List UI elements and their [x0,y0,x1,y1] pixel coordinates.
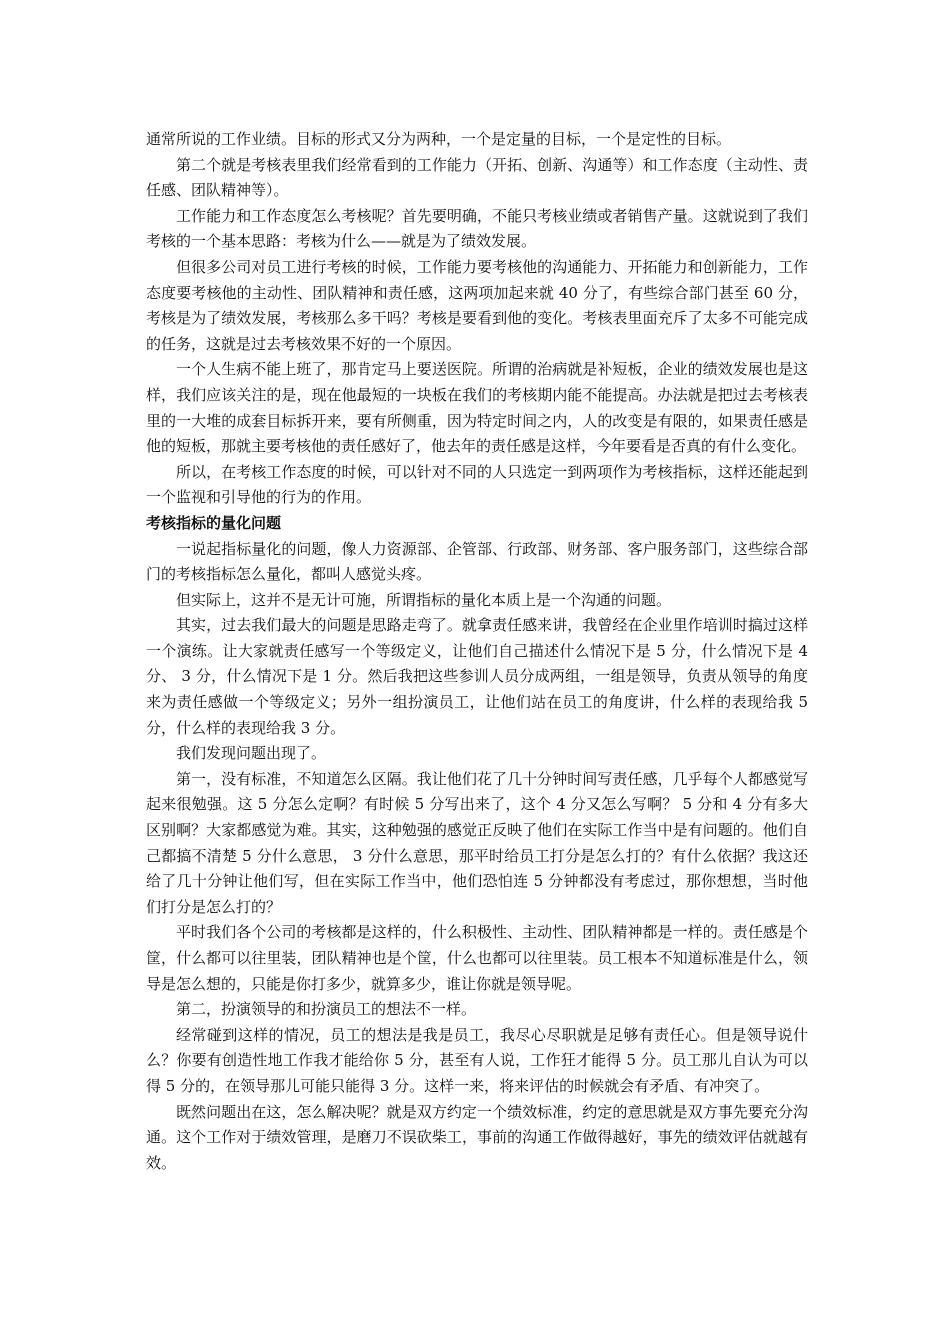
paragraph: 工作能力和工作态度怎么考核呢？首先要明确，不能只考核业绩或者销售产量。这就说到了我们考核的一个基本思路：考核为什么——就是为了绩效发展。 [146,206,808,251]
paragraph: 其实，过去我们最大的问题是思路走弯了。就拿责任感来讲，我曾经在企业里作培训时搞过这样一个演练。让大家就责任感写一个等级定义，让他们自己描述什么情况下是 5 分，什么情况下是 4 分、 3 分，什么情况下是 1 分。然后我把这些参训人员分成两组，一组是领导，负责从领导的角度来为责任感做一个等级定义；另外一组扮演员工，让他们站在员工的角度讲，什么样的表现给我 5 分，什么样的表现给我 3 分。 [146,616,808,737]
paragraph: 但实际上，这并不是无计可施，所谓指标的量化本质上是一个沟通的问题。 [176,590,672,609]
paragraph: 第二个就是考核表里我们经常看到的工作能力（开拓、创新、沟通等）和工作态度（主动性、责任感、团队精神等）。 [146,155,808,200]
paragraph: 但很多公司对员工进行考核的时候，工作能力要考核他的沟通能力、开拓能力和创新能力，工作态度要考核他的主动性、团队精神和责任感，这两项加起来就 40 分了，有些综合部门甚至 60 分，考核是为了绩效发展，考核那么多干吗？考核是要看到他的变化。考核表里面充斥了太多不可能完成的任务，这就是过去考核效果不好的一个原因。 [146,257,808,353]
paragraph: 第二，扮演领导的和扮演员工的想法不一样。 [176,1000,477,1019]
section-heading: 考核指标的量化问题 [146,513,282,532]
paragraph: 一个人生病不能上班了，那肯定马上要送医院。所谓的治病就是补短板，企业的绩效发展也是这样，我们应该关注的是，现在他最短的一块板在我们的考核期内能不能提高。办法就是把过去考核表里的一大堆的成套目标拆开来，要有所侧重，因为特定时间之内，人的改变是有限的，如果责任感是他的短板，那就主要考核他的责任感好了，他去年的责任感是这样，今年要看是否真的有什么变化。 [146,360,808,456]
paragraph: 第一，没有标准，不知道怎么区隔。我让他们花了几十分钟时间写责任感，几乎每个人都感觉写起来很勉强。这 5 分怎么定啊？有时候 5 分写出来了，这个 4 分又怎么写啊？ 5 分和 4 分有多大区别啊？大家都感觉为难。其实，这种勉强的感觉正反映了他们在实际工作当中是有问题的。他们自己都搞不清楚 5 分什么意思， 3 分什么意思，那平时给员工打分是怎么打的？有什么依据？我这还给了几十分钟让他们写，但在实际工作当中，他们恐怕连 5 分钟都没有考虑过，那你想想，当时他们打分是怎么打的？ [146,769,808,916]
paragraph: 一说起指标量化的问题，像人力资源部、企管部、行政部、财务部、客户服务部门，这些综合部门的考核指标怎么量化，都叫人感觉头疼。 [146,539,808,584]
paragraph: 经常碰到这样的情况，员工的想法是我是员工，我尽心尽职就是足够有责任心。但是领导说什么？你要有创造性地工作我才能给你 5 分，甚至有人说，工作狂才能得 5 分。员工那儿自认为可以得 5 分的，在领导那儿可能只能得 3 分。这样一来，将来评估的时候就会有矛盾、有冲突了。 [146,1025,808,1095]
paragraph: 平时我们各个公司的考核都是这样的，什么积极性、主动性、团队精神都是一样的。责任感是个筐，什么都可以往里装，团队精神也是个筐，什么也都可以往里装。员工根本不知道标准是什么，领导是怎么想的，只能是你打多少，就算多少，谁让你就是领导呢。 [146,923,808,993]
paragraph: 通常所说的工作业绩。目标的形式又分为两种，一个是定量的目标，一个是定性的目标。 [146,130,732,148]
paragraph: 既然问题出在这，怎么解决呢？就是双方约定一个绩效标准，约定的意思就是双方事先要充分沟通。这个工作对于绩效管理，是磨刀不误砍柴工，事前的沟通工作做得越好，事先的绩效评估就越有效。 [146,1102,808,1172]
paragraph: 所以，在考核工作态度的时候，可以针对不同的人只选定一到两项作为考核指标，这样还能起到一个监视和引导他的行为的作用。 [146,462,808,507]
paragraph: 我们发现问题出现了。 [176,744,327,763]
document-body [146,127,808,1176]
